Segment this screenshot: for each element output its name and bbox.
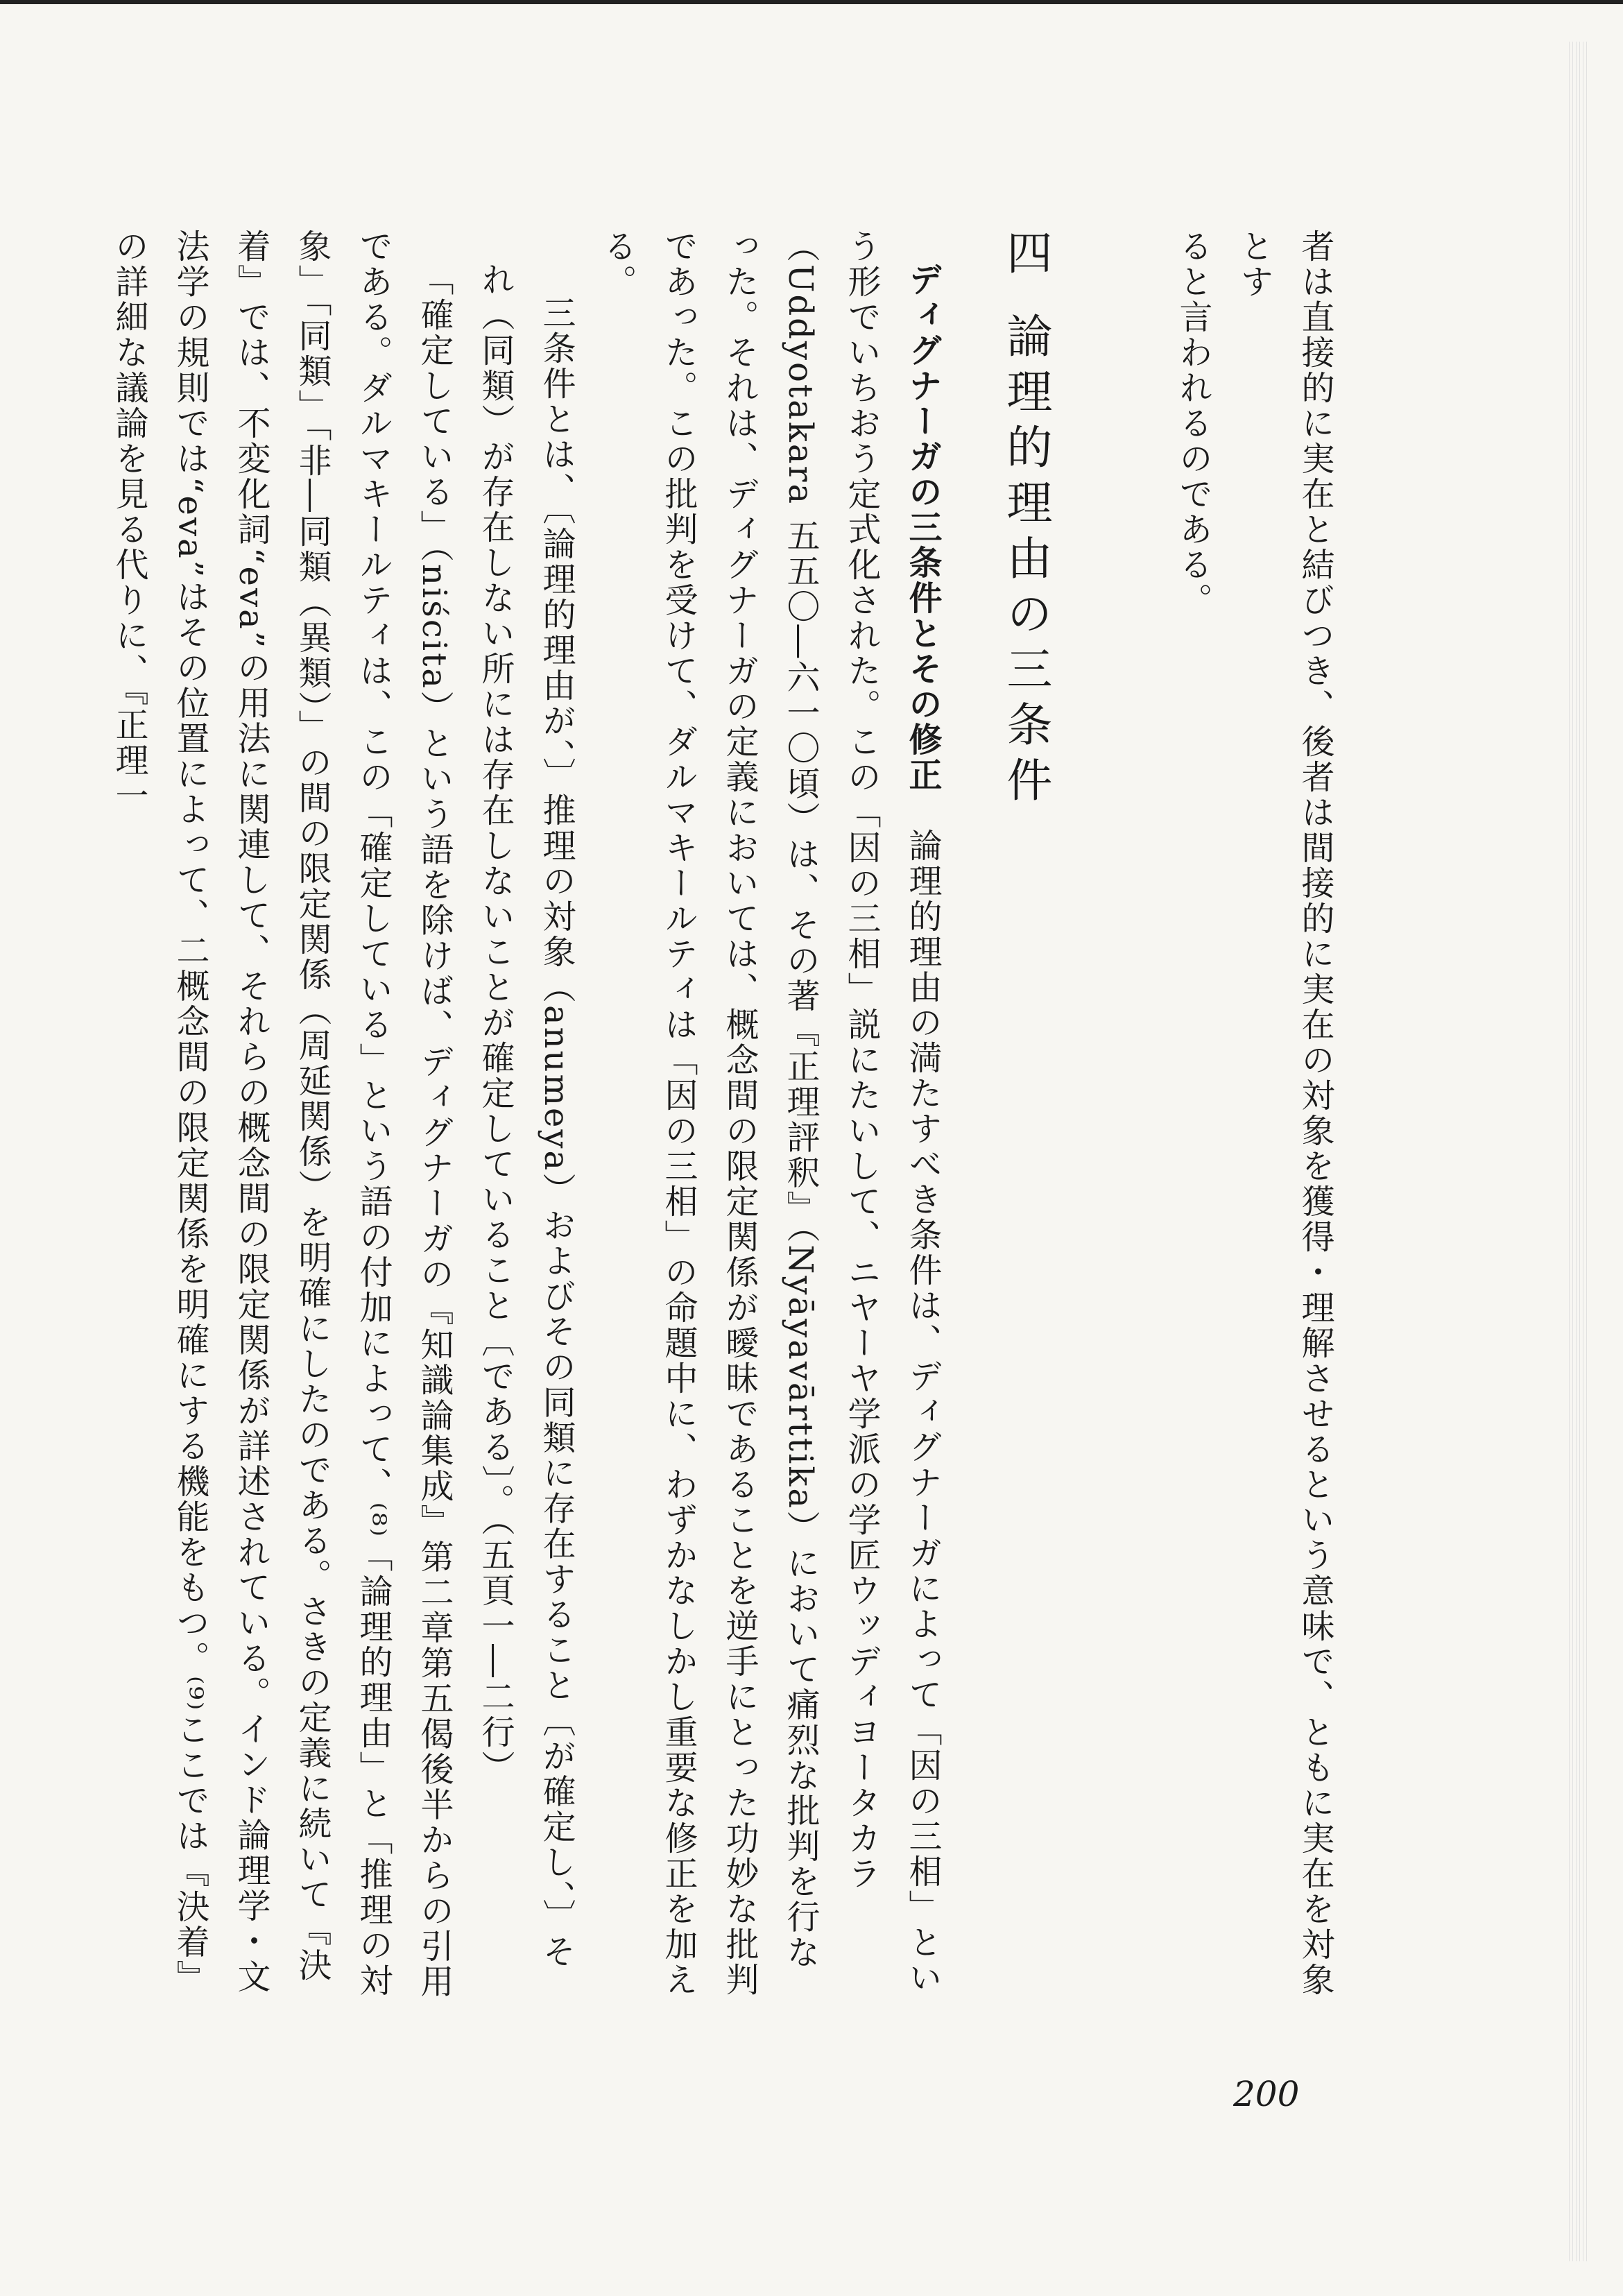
top-border	[0, 0, 1623, 4]
continuation-line-2: ると言われるのである。	[1174, 229, 1212, 618]
paragraph-1	[587, 229, 953, 2005]
vertical-text-page	[110, 229, 1346, 2005]
page-number: 200	[1233, 2074, 1300, 2114]
section-title: 論理的理由の三条件	[999, 312, 1052, 812]
page-edge-texture	[1569, 42, 1590, 2261]
spacer	[953, 229, 995, 2005]
subheading: ディグナーガの三条件とその修正	[903, 262, 942, 793]
continuation-line-1: 者は直接的に実在と結びつき、後者は間接的に実在の対象を獲得・理解させるという意味で、ともに実在を対象とす	[1235, 229, 1334, 1998]
paragraph-1-body: 論理的理由の満たすべき条件は、ディグナーガによって「因の三相」という形でいちおう定式化された。この「因の三相」説にたいして、ニヤーヤ学派の学匠ウッディヨータカラ（Uddyotakara 五五〇―六一〇頃）は、その著『正理評釈』（Nyāyavārttika）において痛烈な批判を行なった。それは、ディグナーガの定義においては、概念間の限定関係が曖昧であることを逆手にとった功妙な批判であった。この批判を受けて、ダルマキールティは「因の三相」の命題中に、わずかなしかし重要な修正を加える。	[598, 229, 942, 1998]
section-number: 四	[999, 229, 1052, 284]
section-heading	[995, 229, 1056, 2005]
quotation: 三条件とは、〔論理的理由が、〕推理の対象（anumeya）およびその同類に存在すること〔が確定し、〕それ（同類）が存在しない所には存在しないことが確定していること〔である〕。（五頁一―二行）	[476, 262, 576, 1970]
paragraph-2: 「確定している」（niścita）という語を除けば、ディグナーガの『知識論集成』第二章第五偈後半からの引用である。ダルマキールティは、この「確定している」という語の付加によって、⁽⁸⁾「論理的理由」と「推理の対象」「同類」「非―同類（異類）」の間の限定関係（周延関係）を明確にしたのである。さきの定義に続いて『決着』では、不変化詞“eva”の用法に関連して、それらの概念間の限定関係が詳述されている。インド論理学・文法学の規則では“eva”はその位置によって、二概念間の限定関係を明確にする機能をもつ。⁽⁹⁾ここでは『決着』の詳細な議論を見る代りに、『正理一	[110, 229, 454, 2000]
spacer	[1072, 229, 1162, 2005]
